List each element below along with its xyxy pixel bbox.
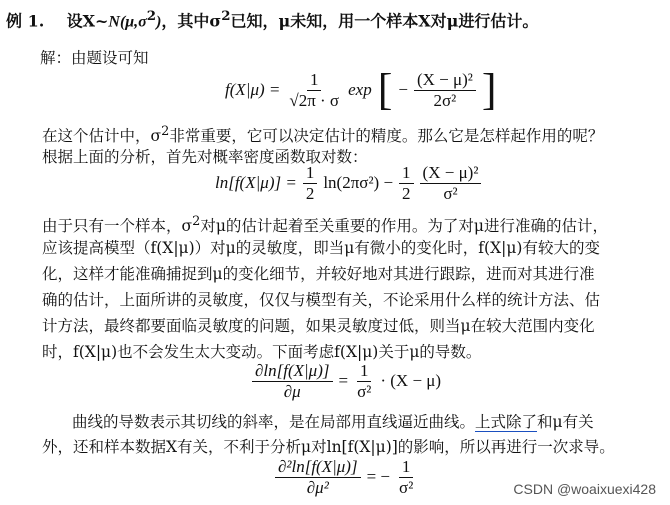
eq3-rhs: · (X − μ) xyxy=(380,371,442,391)
paragraph-2-line-4: 确的估计，上面所讲的灵敏度，仅仅与模型有关，不论采用什么样的统计方法、估 xyxy=(42,291,601,309)
p2-l1b: 对μ的估计起着至关重要的作用。为了对μ进行准确的估计， xyxy=(200,217,608,236)
eq2-half2-den: 2 xyxy=(402,183,411,203)
eq4-c-num: 1 xyxy=(399,458,414,478)
eq3-equals: = xyxy=(338,371,349,391)
p1-l1b: 非常重要，它可以决定估计的精度。那么它是怎样起作用的呢？ xyxy=(169,127,604,146)
eq4-derivative xyxy=(275,458,361,497)
eq4-den: ∂μ² xyxy=(306,477,329,497)
eq2-log-term: ln(2πσ²) − xyxy=(323,173,394,193)
equation-first-derivative xyxy=(252,362,441,401)
equation-log-likelihood xyxy=(215,164,481,203)
eq3-coefficient xyxy=(354,362,374,401)
eq1-minus: − xyxy=(398,80,408,99)
eq1-coef-num: 1 xyxy=(307,71,322,91)
paragraph-2-line-2: 应该提高模型（f(X|μ)）对μ的灵敏度，即当μ有微小的变化时，f(X|μ)有较大的变 xyxy=(42,239,600,257)
eq1-coef-den: √2π · σ xyxy=(289,90,340,110)
eq3-derivative xyxy=(252,362,333,401)
eq4-c-den: σ² xyxy=(399,477,414,497)
p1-l1a: 在这个估计中，σ xyxy=(42,127,162,146)
eq1-coefficient xyxy=(286,71,342,110)
paragraph-3-line-1 xyxy=(72,412,594,432)
eq4-equals: = − xyxy=(366,467,391,487)
eq2-frac-num: (X − μ)² xyxy=(420,164,482,184)
paragraph-2-line-3: 化，这样才能准确捕捉到μ的变化细节，并较好地对其进行跟踪，进而对其进行准 xyxy=(42,265,595,283)
eq1-frac-num: (X − μ)² xyxy=(414,71,476,91)
heading-text-b: ，其中σ xyxy=(161,11,222,31)
eq3-num: ∂ln[f(X|μ)] xyxy=(252,362,333,382)
eq2-half-1 xyxy=(303,164,318,203)
example-number: 例 1. xyxy=(6,11,45,31)
p3-l1a: 曲线的导数表示其切线的斜率，是在局部用直线逼近曲线。 xyxy=(72,413,476,431)
heading-dist-close: ) xyxy=(156,13,162,31)
eq2-half-2 xyxy=(399,164,414,203)
paragraph-1-line-1: 在这个估计中，$\sigma^2$非常重要，它可以决定估计的精度。那么它是怎样起作用的呢？ xyxy=(42,124,604,146)
eq2-half-num: 1 xyxy=(303,164,318,184)
eq3-den: ∂μ xyxy=(283,381,301,401)
p3-underlined: 上式除了 xyxy=(475,413,538,431)
eq4-num: ∂²ln[f(X|μ)] xyxy=(275,458,361,478)
eq3-c-den: σ² xyxy=(357,381,372,401)
paragraph-2-line-5: 计方法，最终都要面临灵敏度的问题，如果灵敏度过低，则当μ在较大范围内变化 xyxy=(42,317,595,335)
eq1-lhs: f(X|μ) = xyxy=(225,80,281,99)
left-bracket: [ xyxy=(377,65,393,114)
eq2-half2-num: 1 xyxy=(399,164,414,184)
heading-text-c: 已知，μ未知，用一个样本X对μ进行估计。 xyxy=(230,11,539,31)
equation-likelihood xyxy=(225,65,497,114)
eq3-c-num: 1 xyxy=(357,362,372,382)
solution-intro: 解：由题设可知 xyxy=(40,49,149,67)
paragraph-1-line-2: 根据上面的分析，首先对概率密度函数取对数： xyxy=(42,148,368,166)
equation-second-derivative xyxy=(275,458,416,497)
paragraph-3-line-2: 外，还和样本数据X有关，不利于分析μ对ln[f(X|μ)]的影响，所以再进行一次求导。 xyxy=(42,438,615,456)
eq2-frac-den: σ² xyxy=(443,183,458,203)
paragraph-2-line-1: 由于只有一个样本，$\sigma^2$对μ的估计起着至关重要的作用。为了对μ进行准确的估计， xyxy=(42,214,608,236)
p3-l1b: 和μ有关 xyxy=(537,413,594,431)
paragraph-2-line-6: 时，f(X|μ)也不会发生太大变动。下面考虑f(X|μ)关于μ的导数。 xyxy=(42,343,482,361)
eq2-lhs: ln[f(X|μ)] = xyxy=(215,173,297,193)
eq1-exp: exp xyxy=(348,80,372,99)
csdn-watermark: CSDN @woaixuexi428 xyxy=(513,481,656,497)
eq1-exponent-fraction xyxy=(414,71,476,110)
example-heading: 例 1. 设$X\sim N(\mu,\sigma^2)$，其中$\sigma^2$已知，μ未知，用一个样本X对μ进行估计。 xyxy=(6,8,539,31)
right-bracket: ] xyxy=(481,65,497,114)
p2-l1a: 由于只有一个样本，σ xyxy=(42,217,193,236)
heading-dist: N(μ,σ xyxy=(108,13,147,31)
eq4-coefficient xyxy=(396,458,416,497)
eq2-fraction xyxy=(420,164,482,203)
eq1-frac-den: 2σ² xyxy=(433,90,457,110)
heading-text-a: 设X~ xyxy=(66,11,109,31)
eq2-half-den: 2 xyxy=(305,183,315,203)
